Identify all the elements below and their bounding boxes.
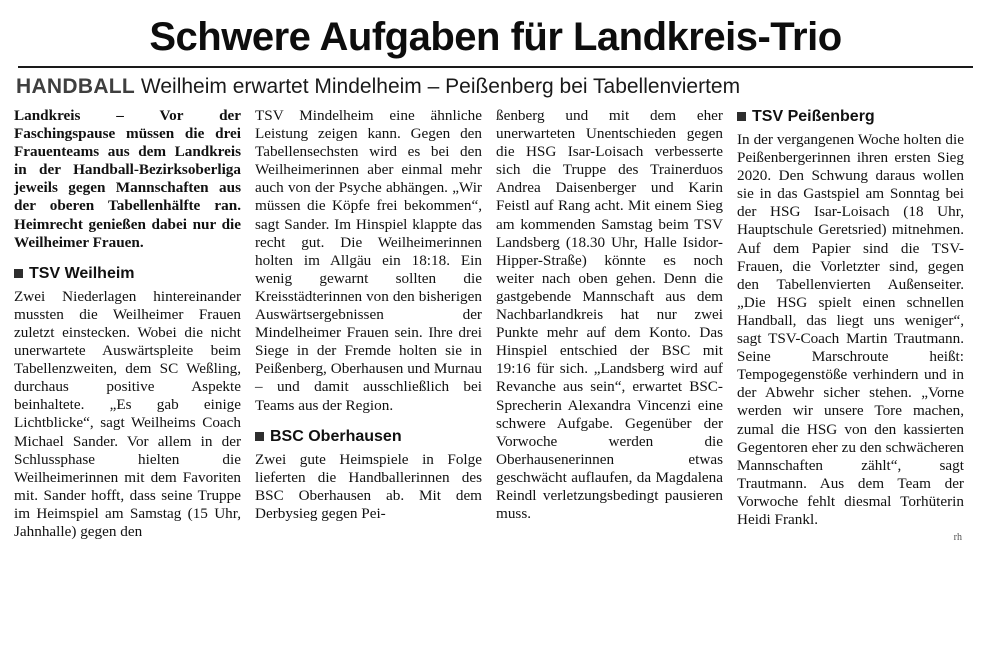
section-heading-label: TSV Weilheim — [29, 264, 135, 282]
subhead-text: Weilheim erwartet Mindelheim – Peißenberg bei Tabellenviertem — [140, 75, 741, 98]
body-paragraph: In der vergangenen Woche holten die Peißenbergerinnen ihren ersten Sieg 2020. Den Schwung daraus wollen sie in das Gastspiel am Sonntag bei der HSG Isar-Loisach (18 Uhr, Hauptschule Geretsried) mitnehmen. Auf dem Papier sind die TSV-Frauen, die Vorletzter sind, gegen den Tabellenvierten Außenseiter. „Die HSG spielt einen schnellen Handball, das liegt uns weniger“, sagt TSV-Coach Martin Trautmann. Seine Marschroute heißt: Tempogegenstöße verhindern und in der Abwehr sicher stehen. „Vorne werden wir unsere Tore machen, zumal die HSG von den kassierten Gegentoren eher zu den schwächeren Mannschaften zählt“, sagt Trautmann. Aus dem Team der Vorwoche fehlt diesmal Torhüterin Heidi Frankl. — [737, 131, 964, 528]
article-subhead — [16, 74, 975, 99]
column-4 — [737, 107, 964, 543]
article-columns — [14, 107, 977, 543]
page-title: Schwere Aufgaben für Landkreis-Trio — [149, 15, 842, 59]
square-bullet-icon — [14, 269, 23, 278]
section-heading-label: BSC Oberhausen — [270, 427, 402, 445]
body-paragraph: Zwei Niederlagen hintereinander mussten die Weilheimer Frauen zuletzt einstecken. Wobei die nicht unerwartete Auswärtspleite beim Tabellenzweiten, dem SC Weßling, durchaus positive Aspekte beinhaltete. „Es gab einige Lichtblicke“, sagt Weilheims Coach Michael Sander. Vor allem in der Schlussphase hielten die Weilheimerinnen mit dem Favoriten mit. Sander hofft, dass seine Truppe im Heimspiel am Samstag (15 Uhr, Jahnhalle) gegen den — [14, 287, 241, 540]
section-heading-tsv-weilheim — [14, 264, 241, 283]
square-bullet-icon — [255, 432, 264, 441]
body-paragraph: TSV Mindelheim eine ähnliche Leistung zeigen kann. Gegen den Tabellensechsten wird es bei den Weilheimerinnen aber einmal mehr auch von der Psyche abhängen. „Wir müssen die Köpfe frei bekommen“, sagt Sander. Im Hinspiel klappte das recht gut. Die Weilheimerinnen holten im Allgäu ein 18:18. Ein wenig gewarnt sollten die Kreisstädterinnen von den bisherigen Auswärtsergebnissen der Mindelheimer Frauen sein. Ihre drei Siege in der Fremde holten sie in Peißenberg, Oberhausen und Murnau – und damit ausschließlich bei Teams aus der Region. — [255, 107, 482, 414]
horizontal-divider — [18, 66, 973, 68]
byline: rh — [953, 532, 962, 544]
section-kicker: HANDBALL — [16, 75, 136, 98]
body-paragraph: Zwei gute Heimspiele in Folge lieferten die Handballerinnen des BSC Oberhausen ab. Mit dem Derbysieg gegen Pei- — [255, 450, 482, 522]
section-heading-bsc-oberhausen — [255, 427, 482, 446]
lead-paragraph: Landkreis – Vor der Faschingspause müssen die drei Frauenteams aus dem Landkreis in der Handball-Bezirksoberliga jeweils gegen Mannschaften aus der oberen Tabellenhälfte ran. Heimrecht genießen dabei nur die Weilheimer Frauen. — [14, 107, 241, 251]
column-1 — [14, 107, 241, 541]
column-3 — [496, 107, 723, 523]
body-paragraph: ßenberg und mit dem eher unerwarteten Unentschieden gegen die HSG Isar-Loisach verbesserte sich die Truppe des Trainerduos Andrea Daisenberger und Karin Feistl auf Rang acht. Mit einem Sieg am kommenden Samstag beim TSV Landsberg (18.30 Uhr, Halle Isidor-Hipper-Straße) könnte es noch weiter nach oben gehen. Denn die gastgebende Mannschaft aus dem Nachbarlandkreis hat nur zwei Punkte mehr auf dem Konto. Das Hinspiel entschied der BSC mit 19:16 für sich. „Landsberg wird auf Revanche aus sein“, erwartet BSC-Sprecherin Alexandra Vincenzi eine schwere Aufgabe. Gegenüber der Vorwoche werden die Oberhausenerinnen etwas geschwächt auflaufen, da Magdalena Reindl verletzungsbedingt pausieren muss. — [496, 107, 723, 523]
column-2 — [255, 107, 482, 523]
section-heading-label: TSV Peißenberg — [752, 108, 875, 125]
square-bullet-icon — [737, 112, 746, 121]
section-heading-tsv-peissenberg — [737, 107, 964, 126]
